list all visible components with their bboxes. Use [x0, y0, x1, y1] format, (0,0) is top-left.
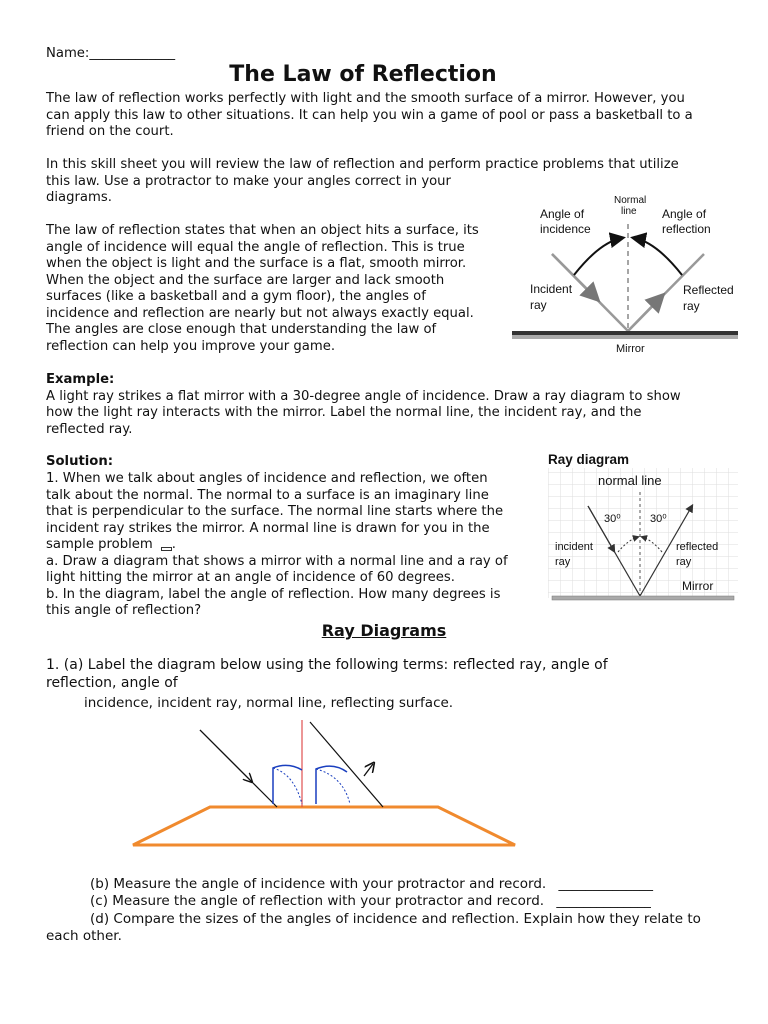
reflected-ray-label-2: ray — [683, 299, 700, 313]
intro-line: friend on the court. — [46, 124, 174, 139]
law-line: incidence and reflection are nearly but not always exactly equal. — [46, 305, 474, 321]
solution-line: light hitting the mirror at an angle of incidence of 60 degrees. — [46, 570, 455, 585]
law-of-reflection-figure — [512, 192, 738, 356]
incident-ray-label-2: ray — [530, 298, 547, 312]
solution-line-text: sample problem — [46, 537, 153, 552]
mirror-label: Mirror — [616, 343, 645, 355]
page-title: The Law of Reflection — [229, 62, 497, 87]
angle-reflection-arc — [316, 766, 347, 804]
q1a-line: reflection, angle of — [46, 675, 178, 691]
example-line: how the light ray interacts with the mirror. Label the normal line, the incident ray, and the — [46, 405, 642, 420]
solution-line: 1. When we talk about angles of incidence and reflection, we often — [46, 471, 488, 486]
skill-line: diagrams. — [46, 190, 112, 205]
normal-line-label: normal line — [598, 473, 662, 488]
solution-line: that is perpendicular to the surface. The normal line starts where the — [46, 504, 504, 519]
law-line: when the object is light and the surface is a flat, smooth mirror. — [46, 256, 467, 271]
reflection-arrow — [364, 764, 373, 776]
intro-line: can apply this law to other situations. It can help you win a game of pool or pass a basketball to a — [46, 107, 693, 123]
q1b-text: (b) Measure the angle of incidence with your protractor and record. — [90, 876, 547, 892]
incident-arrow — [200, 730, 251, 781]
q1d-line: each other. — [46, 928, 122, 944]
solution-line: incident ray strikes the mirror. A normal line is drawn for you in the — [46, 520, 490, 536]
law-line: surfaces (like a basketball and a gym floor), the angles of — [46, 289, 426, 304]
name-field — [46, 46, 175, 63]
normal-label: Normal — [614, 195, 647, 206]
reflected-ray-label: ray — [676, 556, 692, 568]
angle-of-incidence-label-2: incidence — [540, 222, 591, 236]
example-line: reflected ray. — [46, 421, 133, 437]
line-label: line — [621, 206, 637, 217]
angle-of-reflection-label-1: Angle of — [662, 207, 707, 221]
solution-heading: Solution: — [46, 454, 114, 469]
name-label: Name: — [46, 46, 90, 61]
mirror-label-2: Mirror — [682, 579, 714, 593]
q1a-line: 1. (a) Label the diagram below using the following terms: reflected ray, angle of — [46, 657, 608, 673]
name-blank[interactable]: _____________ — [89, 46, 176, 61]
solution-line: b. In the diagram, label the angle of reflection. How many degrees is — [46, 586, 501, 602]
q1b-answer-blank[interactable]: ______________ — [558, 876, 653, 892]
skill-line: In this skill sheet you will review the law of reflection and perform practice problems that utilize — [46, 157, 679, 172]
law-line: When the object and the surface are larger and lack smooth — [46, 272, 445, 288]
law-line: The law of reflection states that when an object hits a surface, its — [46, 223, 479, 238]
q1c-line — [90, 893, 651, 910]
exercise-diagram — [0, 720, 768, 860]
q1c-text: (c) Measure the angle of reflection with your protractor and record. — [90, 893, 545, 909]
q1b-line — [90, 876, 653, 893]
q1d-line: (d) Compare the sizes of the angles of incidence and reflection. Explain how they relate to — [90, 911, 701, 927]
angle-right-label: 30⁰ — [650, 513, 667, 525]
intro-line: The law of reflection works perfectly with light and the smooth surface of a mirror. However, you — [46, 91, 685, 106]
solution-line: sample problem . — [46, 537, 176, 552]
incident-ray-label: ray — [555, 556, 571, 568]
skill-line: this law. Use a protractor to make your angles correct in your — [46, 173, 451, 189]
angle-of-incidence-label-1: Angle of — [540, 207, 585, 221]
inline-box-icon — [161, 547, 172, 551]
solution-line: a. Draw a diagram that shows a mirror with a normal line and a ray of — [46, 553, 508, 569]
q1a-line: incidence, incident ray, normal line, reflecting surface. — [84, 695, 454, 711]
angle-left-label: 30⁰ — [604, 513, 621, 525]
law-line: reflection can help you improve your game. — [46, 338, 336, 354]
q1c-answer-blank[interactable]: ______________ — [556, 893, 651, 909]
reflected-ray-label-1: Reflected — [683, 283, 734, 297]
incident-label: incident — [555, 541, 593, 553]
ray-diagrams-heading: Ray Diagrams — [321, 621, 447, 640]
ray-diagram-figure — [548, 448, 738, 608]
example-heading: Example: — [46, 372, 115, 387]
angle-of-reflection-label-2: reflection — [662, 222, 711, 236]
incident-ray-label-1: Incident — [530, 282, 573, 296]
ray-diagram-title: Ray diagram — [548, 452, 630, 467]
solution-line: this angle of reflection? — [46, 603, 202, 618]
example-line: A light ray strikes a flat mirror with a 30-degree angle of incidence. Draw a ray diagram to show — [46, 388, 681, 404]
angle-incidence-arc — [273, 765, 302, 804]
reflecting-surface — [133, 807, 515, 845]
law-line: angle of incidence will equal the angle of reflection. This is true — [46, 239, 465, 255]
solution-line: talk about the normal. The normal to a surface is an imaginary line — [46, 487, 489, 503]
law-line: The angles are close enough that understanding the law of — [46, 322, 437, 337]
reflected-label: reflected — [676, 541, 719, 553]
